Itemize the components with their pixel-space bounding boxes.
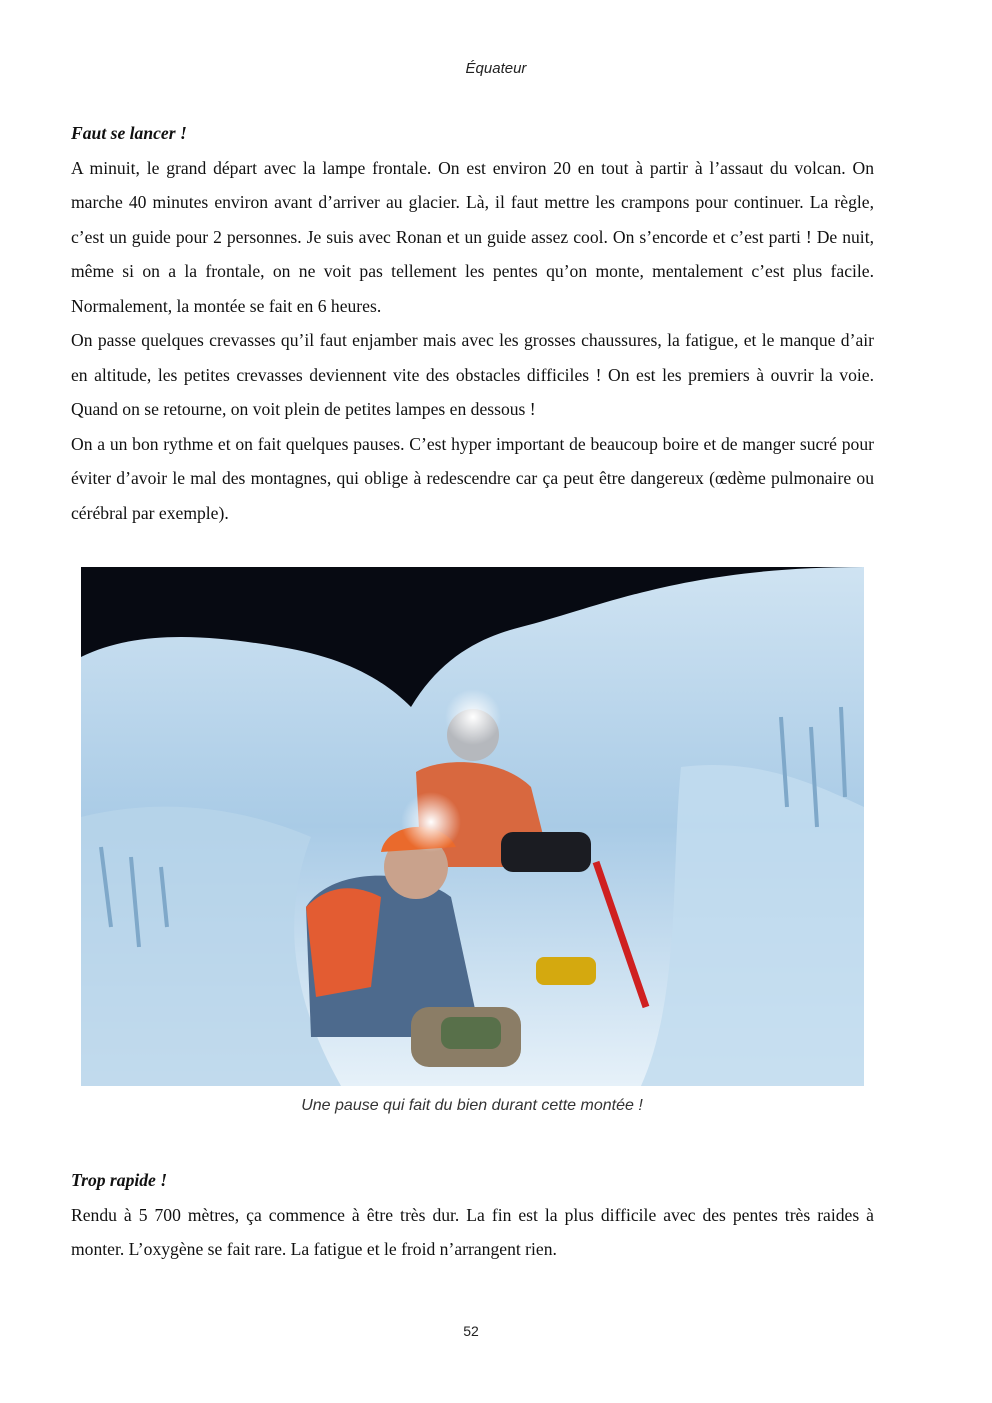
page-number: 52 [463, 1323, 479, 1339]
climbers-photo [81, 567, 864, 1086]
section-heading: Trop rapide ! [71, 1170, 168, 1190]
figure-caption: Une pause qui fait du bien durant cette montée ! [301, 1097, 643, 1114]
photo-illustration [81, 567, 864, 1086]
paragraph: A minuit, le grand départ avec la lampe frontale. On est environ 20 en tout à partir à l’assaut du volcan. On marche 40 minutes environ avant d’arriver au glacier. Là, il faut mettre les crampons pour continuer. La règle, c’est un guide pour 2 personnes. Je suis avec Ronan et un guide assez cool. On s’encorde et c’est parti ! De nuit, même si on a la frontale, on ne voit pas tellement les pentes qu’on monte, mentalement c’est plus facile. Normalement, la montée se fait en 6 heures. [71, 157, 874, 316]
section-faut-se-lancer [71, 116, 874, 530]
paragraph: Rendu à 5 700 mètres, ça commence à être très dur. La fin est la plus difficile avec des pentes très raides à monter. L’oxygène se fait rare. La fatigue et le froid n’arrangent rien. [71, 1204, 874, 1259]
section-trop-rapide [71, 1163, 874, 1267]
section-heading: Faut se lancer ! [71, 123, 187, 143]
paragraph: On a un bon rythme et on fait quelques pauses. C’est hyper important de beaucoup boire et de manger sucré pour éviter d’avoir le mal des montagnes, qui oblige à redescendre car ça peut être dangereux (œdème pulmonaire ou cérébral par exemple). [71, 433, 874, 523]
paragraph: On passe quelques crevasses qu’il faut enjamber mais avec les grosses chaussures, la fatigue, et le manque d’air en altitude, les petites crevasses deviennent vite des obstacles difficiles ! On est les premiers à ouvrir la voie. Quand on se retourne, on voit plein de petites lampes en dessous ! [71, 330, 874, 419]
running-header: Équateur [465, 60, 527, 77]
